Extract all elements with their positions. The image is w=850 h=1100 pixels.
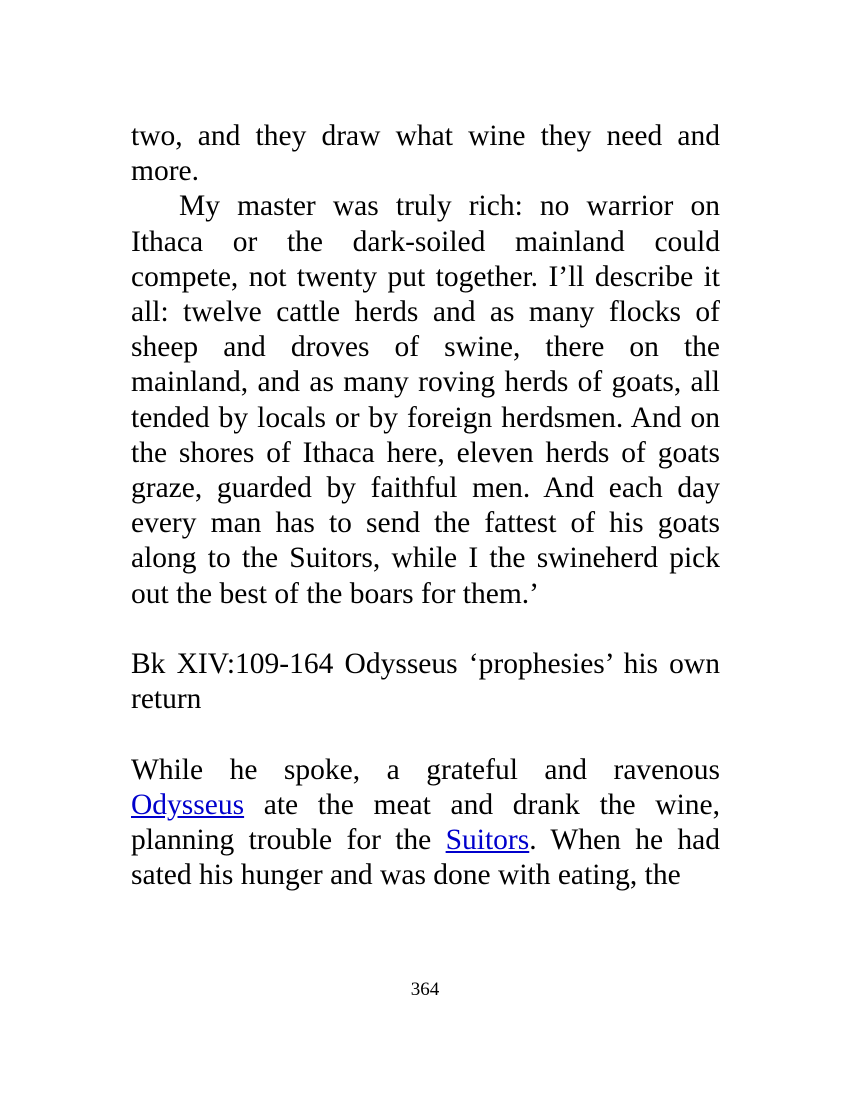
link-odysseus[interactable]: Odysseus [131, 788, 245, 821]
section-heading: Bk XIV:109-164 Odysseus ‘prophesies’ his own return [131, 648, 720, 716]
paragraph-gap [131, 717, 720, 752]
page-body [131, 119, 720, 893]
paragraph-gap [131, 612, 720, 647]
paragraph-continuation: two, and they draw what wine they need and more. [131, 120, 720, 188]
page-number: 364 [410, 979, 440, 1000]
link-suitors[interactable]: Suitors [445, 824, 530, 857]
paragraph-odysseus-eats [131, 753, 720, 894]
text-segment: ate the meat and drank the wine, planning trouble for the [131, 788, 720, 857]
text-segment: . When he had sated his hunger and was done with eating, the [131, 824, 720, 892]
paragraph-master-rich: My master was truly rich: no warrior on Ithaca or the dark-soiled mainland could compete, not twenty put together. I’ll describe it all: twelve cattle herds and as many flocks of sheep and droves of swine, there on the mainland, and as many roving herds of goats, all tended by locals or by foreign herdsmen. And on the shores of Ithaca here, eleven herds of goats graze, guarded by faithful men. And each day every man has to send the fattest of his goats along to the Suitors, while I the swineherd pick out the best of the boars for them.’ [131, 190, 720, 610]
text-segment: While he spoke, a grateful and ravenous [131, 753, 720, 786]
